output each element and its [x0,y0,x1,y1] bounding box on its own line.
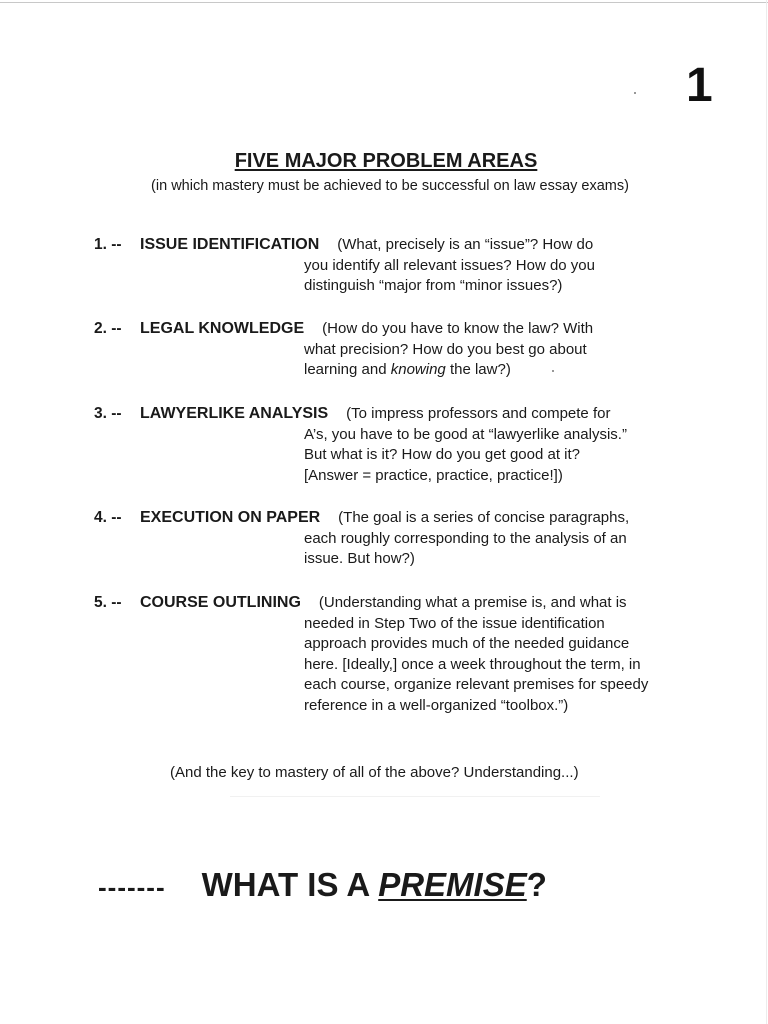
area-description-line: A’s, you have to be good at “lawyerlike analysis.” [304,425,627,443]
area-description-line: what precision? How do you best go about [304,340,587,358]
area-description-line: (What, precisely is an “issue”? How do [337,236,594,253]
problem-area-5 [94,593,648,716]
page-subtitle: (in which mastery must be achieved to be successful on law essay exams) [151,178,629,194]
area-number: 1. -- [94,236,122,253]
area-label: ISSUE IDENTIFICATION [140,236,320,253]
footer-question-suffix: ? [526,866,547,903]
conclusion-text: (And the key to mastery of all of the above? Understanding...) [170,764,579,781]
area-description-line: each course, organize relevant premises for speedy [304,676,649,693]
area-description-line: here. [Ideally,] once a week throughout the term, in [304,655,641,673]
area-description-line: learning and knowing the law?) [304,361,511,378]
problem-area-1 [94,235,595,297]
area-description-line: (Understanding what a premise is, and what is [318,594,627,611]
page-number: 1 [686,59,713,112]
footer-question [98,866,547,904]
area-label: COURSE OUTLINING [140,594,301,611]
area-label: LAWYERLIKE ANALYSIS [140,405,329,422]
problem-area-2 [94,319,593,381]
footer-question-emphasis: PREMISE [378,866,527,903]
area-label: EXECUTION ON PAPER [140,509,321,526]
page-title: FIVE MAJOR PROBLEM AREAS [234,150,538,172]
footer-dashes: ------- [98,872,166,902]
problem-area-4 [94,508,629,570]
area-number: 2. -- [94,320,122,337]
area-description-line: needed in Step Two of the issue identification [304,614,605,632]
area-description-line: reference in a well-organized “toolbox.”) [304,696,569,714]
area-description-line: [Answer = practice, practice, practice!]) [304,466,563,484]
scan-speck [634,92,636,94]
footer-question-prefix: WHAT IS A [201,866,379,903]
area-description-line: distinguish “major from “minor issues?) [304,277,563,294]
area-description-line: issue. But how?) [304,550,415,567]
area-description-line: (How do you have to know the law? With [322,320,594,337]
scan-faint-line [230,796,600,797]
area-number: 3. -- [94,405,122,422]
area-description-line: (To impress professors and compete for [346,405,611,422]
area-description-line: you identify all relevant issues? How do you [304,256,595,274]
area-number: 4. -- [94,509,122,526]
area-description-line: approach provides much of the needed guidance [304,635,630,652]
area-description-line: But what is it? How do you get good at it? [304,446,580,463]
area-label: LEGAL KNOWLEDGE [140,320,305,337]
area-number: 5. -- [94,594,122,611]
problem-area-3 [94,404,627,486]
area-description-line: (The goal is a series of concise paragraphs, [338,509,630,526]
area-description-line: each roughly corresponding to the analysis of an [304,529,627,547]
scan-top-edge [0,2,768,3]
